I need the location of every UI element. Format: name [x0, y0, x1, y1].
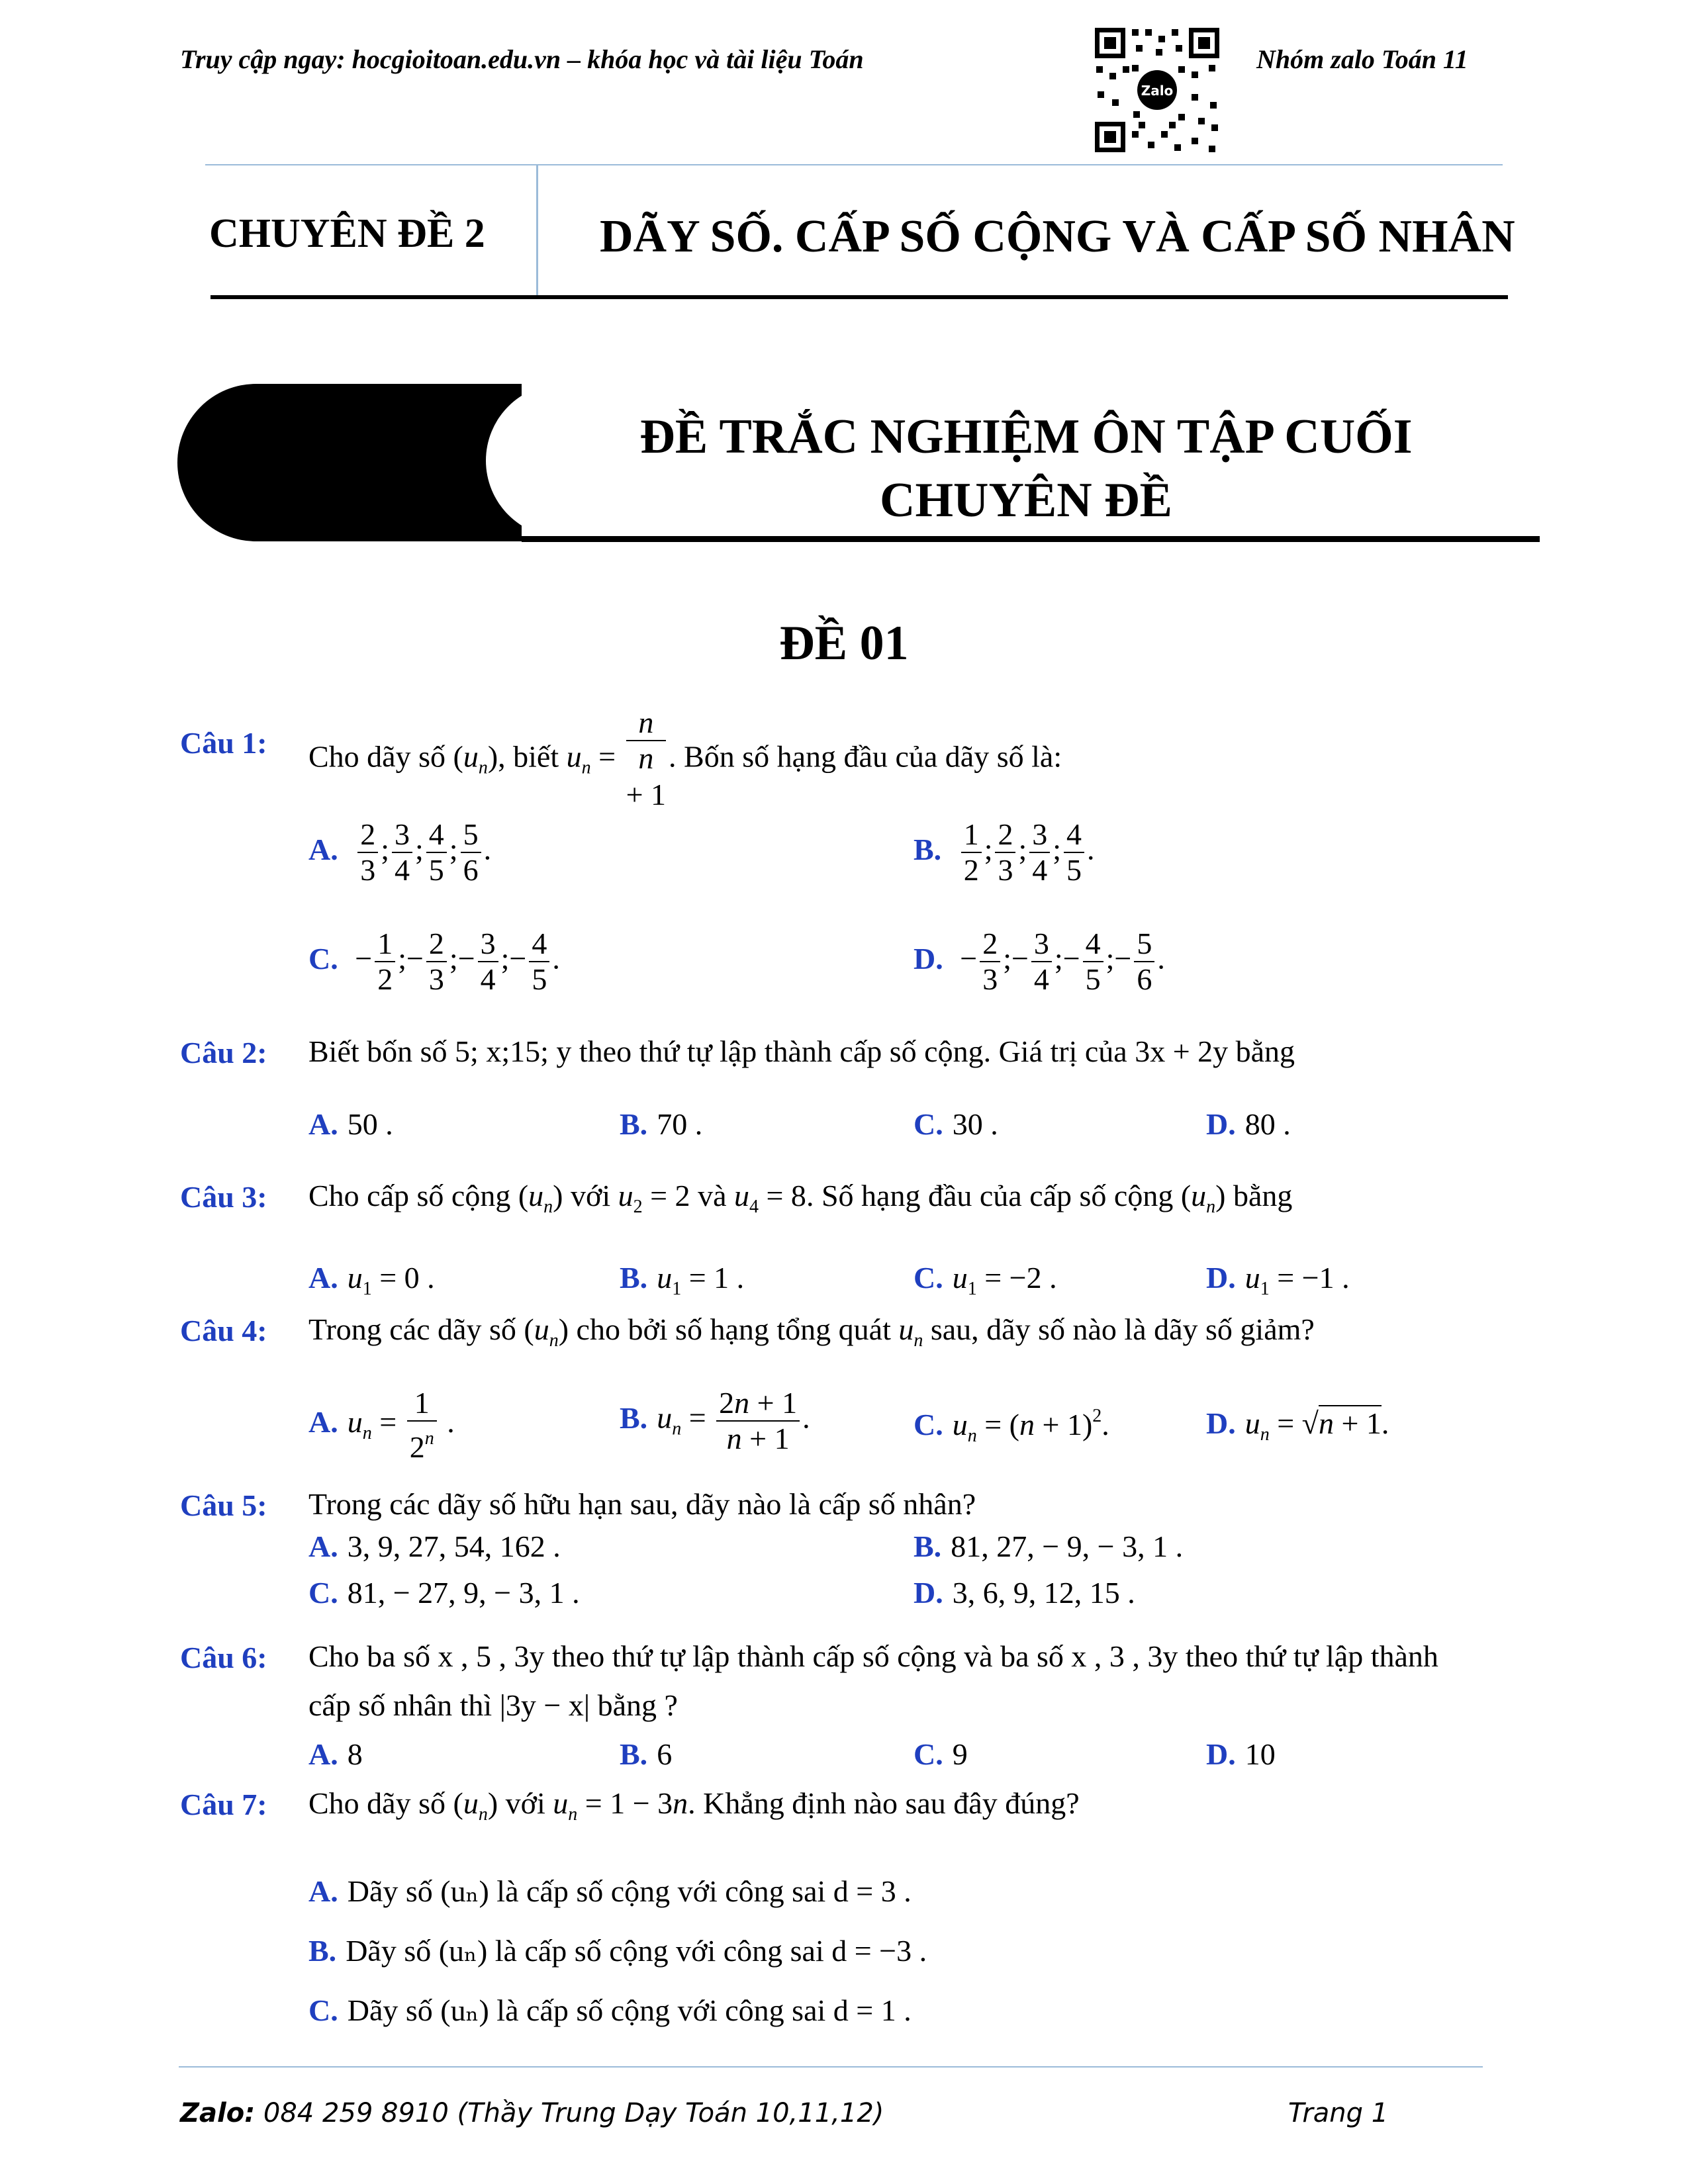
header-divider: [205, 164, 1503, 165]
question-label: Câu 5:: [180, 1488, 267, 1522]
option-b[interactable]: B. $\frac{1}{2}$ ; $\frac{2}{3}$ ; $\frac{3}{4}$ ; $\frac{4}{5}$ .: [914, 817, 1095, 887]
qr-code-icon: [1092, 25, 1222, 155]
option-c[interactable]: C. − $\frac{1}{2}$ ;− $\frac{2}{3}$ ;− $\frac{3}{4}$ ;− $\frac{4}{5}$ .: [308, 927, 560, 996]
question-label: Câu 7:: [180, 1788, 267, 1821]
banner-rule: [522, 536, 1540, 542]
question-1-text: Cho dãy số $(u_n)$, biết $u_n$ = n n + 1. Bốn số hạng đầu của dãy số là:: [308, 705, 1062, 811]
option-b[interactable]: B. 6: [620, 1737, 673, 1771]
option-c[interactable]: C. $u_1 = -2$ .: [914, 1261, 1057, 1299]
option-b[interactable]: B. $u_1 = 1$ .: [620, 1261, 745, 1299]
footer-zalo-label: Zalo:: [180, 2098, 256, 2128]
question-label: Câu 1:: [180, 726, 267, 760]
option-a[interactable]: A. 8: [308, 1737, 363, 1771]
footer-divider: [179, 2066, 1483, 2068]
option-d[interactable]: D. 3, 6, 9, 12, 15 .: [914, 1576, 1135, 1610]
option-c[interactable]: C. 9: [914, 1737, 968, 1771]
question-6-line1: Cho ba số x , 5 , 3y theo thứ tự lập thành cấp số cộng và ba số x , 3 , 3y theo thứ tự lập thành: [308, 1639, 1438, 1673]
chapter-title: DÃY SỐ. CẤP SỐ CỘNG VÀ CẤP SỐ NHÂN: [600, 211, 1515, 262]
option-d[interactable]: D. $u_1 = -1$ .: [1206, 1261, 1350, 1299]
option-d[interactable]: D. 80 .: [1206, 1107, 1291, 1141]
footer-zalo-text: 084 259 8910 (Thầy Trung Dạy Toán 10,11,12): [255, 2098, 884, 2128]
option-d[interactable]: D. − $\frac{2}{3}$ ;− $\frac{3}{4}$ ;− $\frac{4}{5}$ ;− $\frac{5}{6}$ .: [914, 927, 1165, 996]
option-a[interactable]: A. $u_1 = 0$ .: [308, 1261, 435, 1299]
chapter-separator: [536, 165, 538, 295]
option-b[interactable]: B. 81, 27, − 9, − 3, 1 .: [914, 1529, 1184, 1563]
question-label: Câu 4:: [180, 1314, 267, 1347]
banner-title-line2: CHUYÊN ĐỀ: [880, 473, 1172, 527]
chapter-label: CHUYÊN ĐỀ 2: [209, 211, 485, 256]
option-a[interactable]: A. $u_n$ = $\frac{1}{2^n}$ .: [308, 1386, 455, 1464]
option-b[interactable]: B. 70 .: [620, 1107, 703, 1141]
question-7-text: Cho dãy số $(u_n)$ với $u_n = 1 - 3n$. Khẳng định nào sau đây đúng?: [308, 1786, 1080, 1825]
chapter-rule: [211, 295, 1508, 299]
option-c[interactable]: C. 81, − 27, 9, − 3, 1 .: [308, 1576, 580, 1610]
question-2-text: Biết bốn số 5; x;15; y theo thứ tự lập thành cấp số cộng. Giá trị của 3x + 2y bằng: [308, 1034, 1295, 1068]
option-b[interactable]: B. Dãy số (uₙ) là cấp số cộng với công sai d = −3 .: [308, 1934, 927, 1968]
option-a[interactable]: A. 3, 9, 27, 54, 162 .: [308, 1529, 561, 1563]
footer-contact: [180, 2098, 884, 2128]
question-label: Câu 3:: [180, 1180, 267, 1214]
option-a[interactable]: A. 50 .: [308, 1107, 393, 1141]
banner-title: [523, 405, 1529, 532]
qr-zalo-label: Zalo: [1141, 83, 1174, 99]
option-d[interactable]: D. 10: [1206, 1737, 1276, 1771]
question-3-text: Cho cấp số cộng $(u_n)$ với $u_2 = 2$ và $u_4 = 8$. Số hạng đầu của cấp số cộng $(u_n)$ bằng: [308, 1179, 1293, 1217]
option-d[interactable]: D. $u_n = √n + 1$.: [1206, 1406, 1389, 1445]
exam-title: ĐỀ 01: [779, 616, 909, 670]
banner-shape: [177, 384, 522, 541]
banner-title-line1: ĐỀ TRẮC NGHIỆM ÔN TẬP CUỐI: [639, 410, 1413, 464]
page-number: Trang 1: [1288, 2098, 1389, 2128]
question-label: Câu 2:: [180, 1036, 267, 1069]
header-group-text: Nhóm zalo Toán 11: [1256, 44, 1468, 74]
option-b[interactable]: B. $u_n$ = $\frac{2n + 1}{n + 1}$ .: [620, 1386, 810, 1455]
option-a[interactable]: A. $\frac{2}{3}$ ; $\frac{3}{4}$ ; $\frac{4}{5}$ ; $\frac{5}{6}$ .: [308, 817, 492, 887]
option-c[interactable]: C. 30 .: [914, 1107, 998, 1141]
option-c[interactable]: C. $u_n = (n + 1)^2$.: [914, 1406, 1109, 1446]
question-6-line2: cấp số nhân thì |3y − x| bằng ?: [308, 1688, 678, 1722]
question-5-text: Trong các dãy số hữu hạn sau, dãy nào là cấp số nhân?: [308, 1487, 976, 1521]
option-a[interactable]: A. Dãy số (uₙ) là cấp số cộng với công sai d = 3 .: [308, 1874, 912, 1908]
question-4-text: Trong các dãy số $(u_n)$ cho bởi số hạng tổng quát $u_n$ sau, dãy số nào là dãy số giảm?: [308, 1312, 1315, 1351]
question-label: Câu 6:: [180, 1641, 267, 1674]
header-site-text: Truy cập ngay: hocgioitoan.edu.vn – khóa học và tài liệu Toán: [180, 44, 864, 74]
option-c[interactable]: C. Dãy số (uₙ) là cấp số cộng với công sai d = 1 .: [308, 1993, 912, 2027]
